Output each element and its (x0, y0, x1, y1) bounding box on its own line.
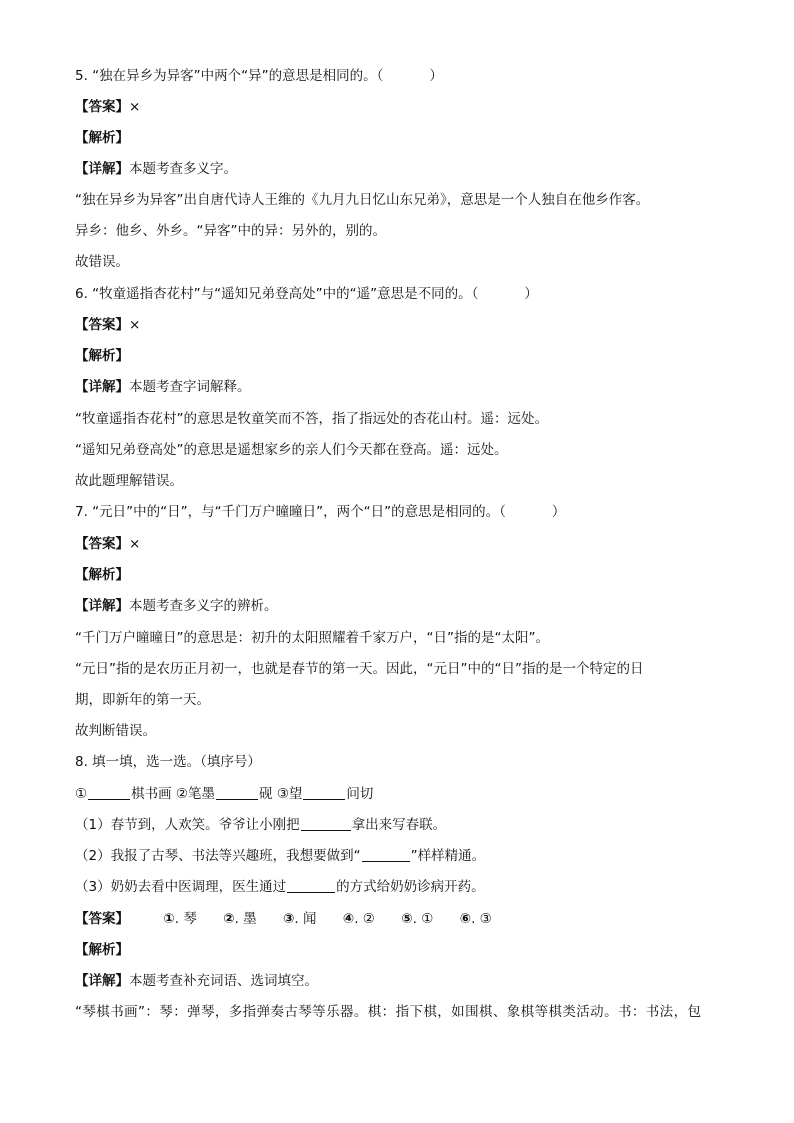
fill-blank (301, 816, 351, 831)
q6-detail: 【详解】本题考查字词解释。 (75, 379, 251, 395)
q7-conclusion: 故判断错误。 (75, 723, 156, 739)
answer-item: ⑤. ① (401, 911, 434, 927)
answer-item: ②. 墨 (223, 911, 257, 927)
q7-analysis-heading: 【解析】 (75, 567, 129, 583)
q7-stem: 7. “元日”中的“日”，与“千门万户曈曈日”，两个“日”的意思是相同的。（ ） (75, 504, 566, 520)
fill-blank (287, 878, 335, 893)
q5-conclusion: 故错误。 (75, 254, 129, 270)
q6-stem: 6. “牧童遥指杏花村”与“遥知兄弟登高处”中的“遥”意思是不同的。（ ） (75, 286, 538, 302)
fill-blank (303, 785, 345, 800)
fill-blank (216, 785, 258, 800)
answer-item: ⑥. ③ (459, 911, 492, 927)
q5-explanation-line: “独在异乡为异客”出自唐代诗人王维的《九月九日忆山东兄弟》，意思是一个人独自在他乡作客。 (75, 192, 650, 208)
q5-answer: 【答案】× (75, 99, 141, 115)
q6-explanation-line: “遥知兄弟登高处”的意思是遥想家乡的亲人们今天都在登高。遥：远处。 (75, 442, 508, 458)
q6-answer: 【答案】× (75, 317, 141, 333)
q5-detail: 【详解】本题考查多义字。 (75, 161, 237, 177)
q8-sentence-1: （1）春节到，人欢笑。爷爷让小刚把 拿出来写春联。 (75, 817, 447, 833)
q7-detail: 【详解】本题考查多义字的辨析。 (75, 598, 278, 614)
answer-item: ④. ② (342, 911, 375, 927)
q7-answer: 【答案】× (75, 536, 141, 552)
q5-stem: 5. “独在异乡为异客”中两个“异”的意思是相同的。（ ） (75, 68, 443, 84)
q7-explanation-line: 期，即新年的第一天。 (75, 692, 210, 708)
q8-blanks-line: ① 棋书画 ②笔墨 砚 ③望 问切 (75, 786, 374, 802)
q6-conclusion: 故此题理解错误。 (75, 473, 183, 489)
q8-analysis-heading: 【解析】 (75, 942, 129, 958)
fill-blank (362, 847, 410, 862)
answer-item: ①. 琴 (163, 911, 197, 927)
q5-explanation-line: 异乡：他乡、外乡。“异客”中的异：另外的，别的。 (75, 223, 386, 239)
q8-detail: 【详解】本题考查补充词语、选词填空。 (75, 973, 318, 989)
answer-item: ③. 闻 (282, 911, 317, 927)
q8-stem: 8. 填一填，选一选。（填序号） (75, 754, 261, 770)
q8-sentence-2: （2）我报了古琴、书法等兴趣班，我想要做到“ ”样样精通。 (75, 848, 486, 864)
q6-analysis-heading: 【解析】 (75, 348, 129, 364)
q8-sentence-3: （3）奶奶去看中医调理，医生通过 的方式给奶奶诊病开药。 (75, 879, 485, 895)
q7-explanation-line: “千门万户曈曈日”的意思是：初升的太阳照耀着千家万户，“日”指的是“太阳”。 (75, 630, 549, 646)
q7-explanation-line: “元日”指的是农历正月初一，也就是春节的第一天。因此，“元日”中的“日”指的是一个特定的日 (75, 661, 644, 677)
q5-analysis-heading: 【解析】 (75, 130, 129, 146)
q8-explanation-line: “琴棋书画”：琴：弹琴，多指弹奏古琴等乐器。棋：指下棋，如围棋、象棋等棋类活动。书：书法，包 (75, 1004, 702, 1020)
q8-answer: 【答案】 ①. 琴 ②. 墨 ③. 闻 ④. ② ⑤. ① ⑥. ③ (75, 911, 492, 927)
q6-explanation-line: “牧童遥指杏花村”的意思是牧童笑而不答，指了指远处的杏花山村。遥：远处。 (75, 411, 548, 427)
fill-blank (88, 785, 130, 800)
